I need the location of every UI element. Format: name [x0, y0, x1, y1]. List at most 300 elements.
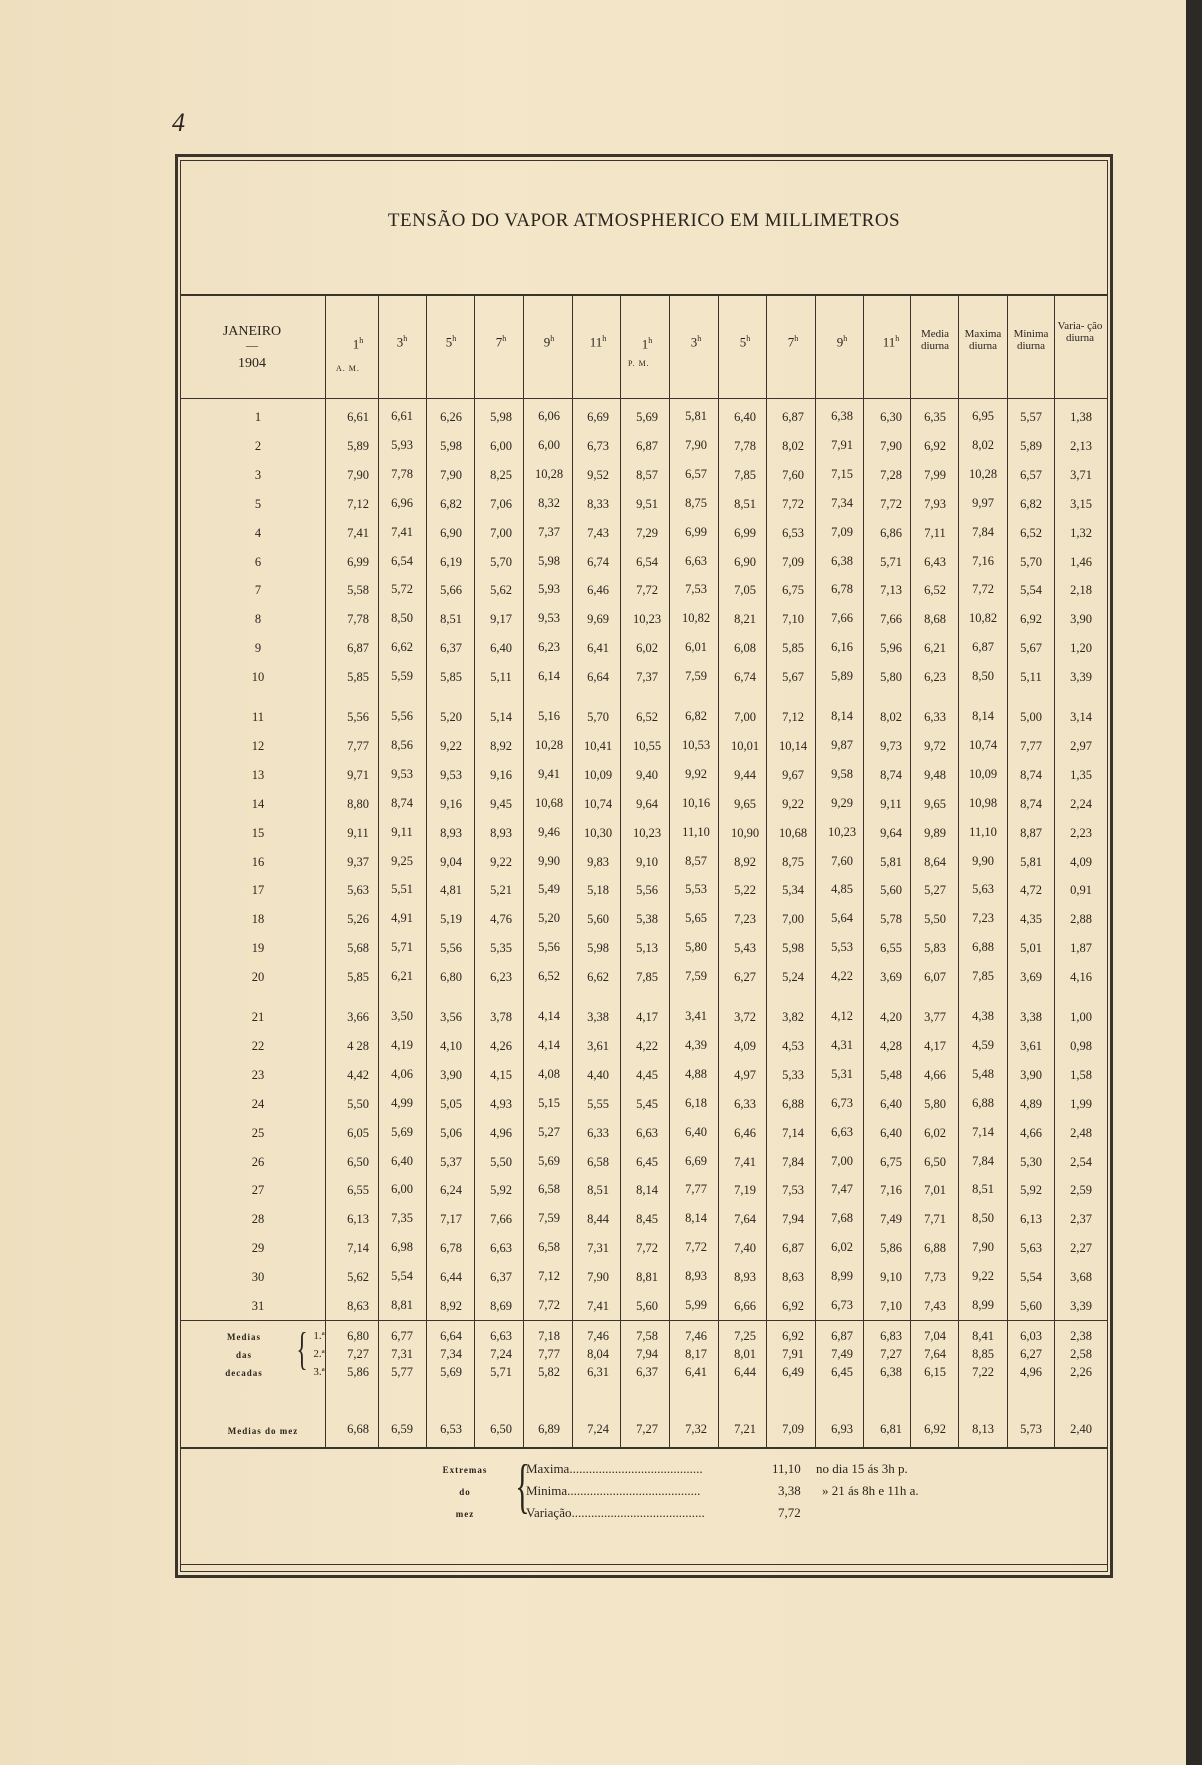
table-cell: 7,37	[538, 525, 560, 539]
table-cell: 8,92	[734, 855, 756, 869]
table-cell: 6,57	[1020, 468, 1042, 482]
table-cell: 5,50	[347, 1097, 369, 1111]
table-cell: 5,70	[587, 710, 609, 724]
table-cell: 6,87	[782, 1241, 804, 1255]
table-cell: 9,16	[490, 768, 512, 782]
table-cell: 7,73	[924, 1270, 946, 1284]
extreme-minima-label: Minima.........................................	[526, 1483, 701, 1498]
table-cell: 6,82	[1020, 497, 1042, 511]
day-number: 11	[251, 710, 265, 724]
table-cell: 4,89	[1020, 1097, 1042, 1111]
decade-mean-cell: 7,31	[391, 1347, 413, 1361]
table-cell: 6,63	[831, 1125, 853, 1139]
table-cell: 9,37	[347, 855, 369, 869]
table-cell: 5,48	[880, 1068, 902, 1082]
table-cell: 5,80	[880, 670, 902, 684]
header-hour-number: 3	[396, 334, 404, 350]
table-cell: 4,14	[538, 1038, 560, 1052]
header-am: A. M.	[336, 364, 360, 373]
table-cell: 7,41	[587, 1299, 609, 1313]
month-mean-cell: 6,93	[831, 1422, 853, 1436]
table-cell: 7,77	[347, 739, 369, 753]
month-mean-cell: 7,27	[636, 1422, 658, 1436]
table-cell: 8,74	[1020, 768, 1042, 782]
extremes-label-1: Extremas	[442, 1465, 488, 1475]
table-cell: 6,16	[831, 640, 853, 654]
table-cell: 8,44	[587, 1212, 609, 1226]
decade-mean-cell: 8,41	[972, 1329, 994, 1343]
table-cell: 10,74	[583, 797, 613, 811]
table-cell: 5,85	[440, 670, 462, 684]
table-cell: 6,87	[782, 410, 804, 424]
table-cell: 5,56	[440, 941, 462, 955]
table-cell: 4,96	[490, 1126, 512, 1140]
table-cell: 10,74	[968, 738, 998, 752]
day-number: 19	[251, 941, 265, 955]
table-cell: 6,62	[391, 640, 413, 654]
decade-mean-cell: 6,03	[1020, 1329, 1042, 1343]
table-cell: 8,69	[490, 1299, 512, 1313]
table-cell: 5,45	[636, 1097, 658, 1111]
table-cell: 6,53	[782, 526, 804, 540]
table-cell: 6,90	[734, 555, 756, 569]
table-cell: 3,78	[490, 1010, 512, 1024]
table-cell: 7,29	[636, 526, 658, 540]
header-year: 1904	[238, 356, 266, 371]
table-cell: 6,02	[924, 1126, 946, 1140]
table-cell: 9,51	[636, 497, 658, 511]
table-cell: 6,40	[391, 1154, 413, 1168]
table-cell: 6,74	[587, 555, 609, 569]
table-cell: 5,98	[587, 941, 609, 955]
decade-mean-cell: 7,27	[880, 1347, 902, 1361]
table-cell: 9,45	[490, 797, 512, 811]
table-cell: 5,50	[490, 1155, 512, 1169]
table-cell: 6,61	[347, 410, 369, 424]
table-cell: 4,12	[831, 1009, 853, 1023]
table-cell: 4,85	[831, 882, 853, 896]
page-number: 4	[172, 108, 185, 137]
table-cell: 5,50	[924, 912, 946, 926]
table-cell: 6,23	[490, 970, 512, 984]
table-cell: 8,63	[347, 1299, 369, 1313]
table-cell: 6,96	[391, 496, 413, 510]
table-cell: 6,73	[587, 439, 609, 453]
table-cell: 8,50	[972, 669, 994, 683]
table-cell: 6,44	[440, 1270, 462, 1284]
table-cell: 5,89	[1020, 439, 1042, 453]
table-cell: 6,18	[685, 1096, 707, 1110]
table-cell: 7,47	[831, 1182, 853, 1196]
table-cell: 6,05	[347, 1126, 369, 1140]
table-cell: 3,61	[1020, 1039, 1042, 1053]
table-cell: 8,64	[924, 855, 946, 869]
table-cell: 10,98	[968, 796, 998, 810]
table-cell: 5,53	[685, 882, 707, 896]
table-cell: 7,41	[391, 525, 413, 539]
table-cell: 9,53	[440, 768, 462, 782]
table-cell: 5,69	[538, 1154, 560, 1168]
day-number: 9	[254, 641, 262, 655]
table-cell: 1,99	[1070, 1097, 1092, 1111]
table-cell: 5,93	[391, 438, 413, 452]
header-hour-number: 11	[882, 334, 896, 350]
decade-mean-cell: 7,46	[587, 1329, 609, 1343]
header-hour-number: 1	[641, 336, 649, 352]
decade-mean-cell: 4,96	[1020, 1365, 1042, 1379]
table-cell: 7,43	[587, 526, 609, 540]
table-cell: 6,52	[538, 969, 560, 983]
month-mean-cell: 6,59	[391, 1422, 413, 1436]
table-cell: 5,89	[831, 669, 853, 683]
table-cell: 5,26	[347, 912, 369, 926]
table-cell: 2,54	[1070, 1155, 1092, 1169]
decade-mean-cell: 7,58	[636, 1329, 658, 1343]
decade-mean-cell: 7,24	[490, 1347, 512, 1361]
day-number: 31	[251, 1299, 265, 1313]
table-cell: 6,52	[636, 710, 658, 724]
decades-label-1: Medias	[227, 1332, 261, 1342]
table-cell: 7,14	[972, 1125, 994, 1139]
table-cell: 4,09	[1070, 855, 1092, 869]
table-cell: 5,98	[538, 554, 560, 568]
table-cell: 4,31	[831, 1038, 853, 1052]
table-cell: 3,90	[440, 1068, 462, 1082]
table-cell: 5,71	[880, 555, 902, 569]
table-cell: 9,65	[924, 797, 946, 811]
decade-mean-cell: 7,27	[347, 1347, 369, 1361]
table-cell: 5,98	[490, 410, 512, 424]
day-number: 1	[254, 410, 262, 424]
table-cell: 7,06	[490, 497, 512, 511]
header-hour-suffix: h	[602, 334, 607, 343]
table-cell: 7,34	[831, 496, 853, 510]
table-cell: 7,01	[924, 1183, 946, 1197]
table-cell: 10,68	[778, 826, 808, 840]
table-cell: 4,20	[880, 1010, 902, 1024]
table-cell: 9,46	[538, 825, 560, 839]
table-cell: 4,14	[538, 1009, 560, 1023]
day-number: 4	[254, 526, 262, 540]
table-cell: 9,40	[636, 768, 658, 782]
table-cell: 9,22	[490, 855, 512, 869]
header-top-rule	[180, 294, 1108, 296]
decade-mean-cell: 6,31	[587, 1365, 609, 1379]
table-cell: 3,38	[587, 1010, 609, 1024]
day-number: 26	[251, 1155, 265, 1169]
decade-mean-cell: 7,91	[782, 1347, 804, 1361]
table-cell: 7,90	[587, 1270, 609, 1284]
decade-mean-cell: 7,18	[538, 1329, 560, 1343]
table-cell: 6,30	[880, 410, 902, 424]
table-cell: 5,85	[782, 641, 804, 655]
decade-mean-cell: 8,04	[587, 1347, 609, 1361]
header-hour-am-6	[575, 334, 621, 350]
table-cell: 4,28	[880, 1039, 902, 1053]
table-cell: 6,46	[734, 1126, 756, 1140]
table-cell: 4,42	[347, 1068, 369, 1082]
table-cell: 9,69	[587, 612, 609, 626]
table-cell: 7,91	[831, 438, 853, 452]
decade-mean-cell: 5,69	[440, 1365, 462, 1379]
table-cell: 7,94	[782, 1212, 804, 1226]
extreme-variacao-label: Variação.........................................	[526, 1505, 705, 1520]
table-cell: 3,50	[391, 1009, 413, 1023]
table-cell: 6,40	[880, 1126, 902, 1140]
table-cell: 4,39	[685, 1038, 707, 1052]
table-cell: 5,93	[538, 582, 560, 596]
table-cell: 4,38	[972, 1009, 994, 1023]
table-cell: 7,00	[734, 710, 756, 724]
table-cell: 6,54	[391, 554, 413, 568]
table-cell: 6,52	[1020, 526, 1042, 540]
table-cell: 11,10	[682, 825, 710, 839]
month-mean-cell: 7,24	[587, 1422, 609, 1436]
table-cell: 2,13	[1070, 439, 1092, 453]
table-cell: 10,30	[583, 826, 613, 840]
table-cell: 4,17	[924, 1039, 946, 1053]
table-cell: 4,22	[831, 969, 853, 983]
table-cell: 7,66	[490, 1212, 512, 1226]
table-cell: 6,75	[782, 583, 804, 597]
table-cell: 4,59	[972, 1038, 994, 1052]
table-cell: 9,44	[734, 768, 756, 782]
table-cell: 7,00	[490, 526, 512, 540]
day-number: 29	[251, 1241, 265, 1255]
table-cell: 7,16	[880, 1183, 902, 1197]
table-cell: 5,60	[1020, 1299, 1042, 1313]
header-hour-number: 7	[495, 334, 503, 350]
table-cell: 7,53	[685, 582, 707, 596]
header-hour-number: 5	[445, 334, 453, 350]
table-cell: 4,66	[924, 1068, 946, 1082]
decade-mean-cell: 6,41	[685, 1365, 707, 1379]
decade-mean-cell: 2,38	[1070, 1329, 1092, 1343]
table-cell: 5,67	[1020, 641, 1042, 655]
decade-mean-cell: 5,82	[538, 1365, 560, 1379]
table-cell: 8,92	[440, 1299, 462, 1313]
table-cell: 8,80	[347, 797, 369, 811]
table-cell: 7,99	[924, 468, 946, 482]
table-cell: 5,63	[972, 882, 994, 896]
table-cell: 6,88	[924, 1241, 946, 1255]
table-cell: 6,92	[1020, 612, 1042, 626]
table-cell: 6,63	[636, 1126, 658, 1140]
table-cell: 8,93	[490, 826, 512, 840]
extremes-top-rule	[180, 1447, 1108, 1449]
table-cell: 7,60	[831, 854, 853, 868]
header-dash: —	[246, 338, 258, 352]
table-cell: 8,25	[490, 468, 512, 482]
table-cell: 3,77	[924, 1010, 946, 1024]
table-cell: 3,90	[1020, 1068, 1042, 1082]
day-number: 30	[251, 1270, 265, 1284]
table-cell: 7,72	[782, 497, 804, 511]
table-cell: 5,05	[440, 1097, 462, 1111]
table-cell: 4,53	[782, 1039, 804, 1053]
table-cell: 3,90	[1070, 612, 1092, 626]
table-cell: 10,01	[730, 739, 760, 753]
table-cell: 8,32	[538, 496, 560, 510]
table-cell: 4,09	[734, 1039, 756, 1053]
header-hour-number: 5	[739, 334, 747, 350]
table-cell: 6,92	[924, 439, 946, 453]
table-cell: 6,57	[685, 467, 707, 481]
table-cell: 7,31	[587, 1241, 609, 1255]
table-cell: 4,72	[1020, 883, 1042, 897]
decade-mean-cell: 6,83	[880, 1329, 902, 1343]
decade-mean-cell: 7,64	[924, 1347, 946, 1361]
extreme-minima-value: 3,38	[778, 1483, 801, 1498]
table-cell: 3,82	[782, 1010, 804, 1024]
header-hour-suffix: h	[843, 334, 848, 343]
day-number: 23	[251, 1068, 265, 1082]
table-cell: 5,99	[685, 1298, 707, 1312]
table-cell: 4,19	[391, 1038, 413, 1052]
table-cell: 4,16	[1070, 970, 1092, 984]
table-cell: 5,59	[391, 669, 413, 683]
table-cell: 5,21	[490, 883, 512, 897]
table-cell: 6,50	[924, 1155, 946, 1169]
decade-mean-cell: 6,63	[490, 1329, 512, 1343]
table-cell: 1,20	[1070, 641, 1092, 655]
table-cell: 9,90	[972, 854, 994, 868]
table-cell: 9,83	[587, 855, 609, 869]
table-cell: 6,90	[440, 526, 462, 540]
table-cell: 9,58	[831, 767, 853, 781]
decade-mean-cell: 7,04	[924, 1329, 946, 1343]
table-cell: 3,72	[734, 1010, 756, 1024]
table-cell: 7,72	[685, 1240, 707, 1254]
table-cell: 9,10	[636, 855, 658, 869]
header-hour-pm-1	[624, 336, 670, 352]
table-cell: 1,87	[1070, 941, 1092, 955]
table-cell: 5,78	[880, 912, 902, 926]
header-hour-number: 3	[690, 334, 698, 350]
table-cell: 7,00	[782, 912, 804, 926]
table-cell: 1,35	[1070, 768, 1092, 782]
decade-mean-cell: 6,77	[391, 1329, 413, 1343]
table-cell: 7,64	[734, 1212, 756, 1226]
table-cell: 7,12	[347, 497, 369, 511]
table-cell: 6,37	[490, 1270, 512, 1284]
table-cell: 4,76	[490, 912, 512, 926]
column-rule	[474, 296, 475, 1448]
day-number: 7	[254, 583, 262, 597]
table-cell: 3,71	[1070, 468, 1092, 482]
table-cell: 8,99	[831, 1269, 853, 1283]
table-cell: 5,62	[490, 583, 512, 597]
table-cell: 5,20	[538, 911, 560, 925]
table-cell: 2,37	[1070, 1212, 1092, 1226]
header-media-diurna: Media diurna	[920, 328, 950, 352]
table-cell: 7,28	[880, 468, 902, 482]
table-cell: 8,02	[972, 438, 994, 452]
table-cell: 8,99	[972, 1298, 994, 1312]
month-mean-cell: 6,68	[347, 1422, 369, 1436]
column-rule	[1054, 296, 1055, 1448]
table-cell: 7,41	[347, 526, 369, 540]
table-cell: 6,46	[587, 583, 609, 597]
table-cell: 5,33	[782, 1068, 804, 1082]
table-cell: 6,55	[880, 941, 902, 955]
table-cell: 2,23	[1070, 826, 1092, 840]
table-cell: 7,71	[924, 1212, 946, 1226]
table-cell: 7,66	[831, 611, 853, 625]
decade-mean-cell: 2,26	[1070, 1365, 1092, 1379]
table-cell: 5,60	[587, 912, 609, 926]
table-cell: 9,52	[587, 468, 609, 482]
extremes-label-3: mez	[455, 1509, 475, 1519]
table-cell: 4,15	[490, 1068, 512, 1082]
table-cell: 10,41	[583, 739, 613, 753]
table-cell: 7,66	[880, 612, 902, 626]
table-cell: 5,66	[440, 583, 462, 597]
table-cell: 6,99	[685, 525, 707, 539]
month-mean-cell: 6,53	[440, 1422, 462, 1436]
table-cell: 8,87	[1020, 826, 1042, 840]
table-cell: 8,14	[831, 709, 853, 723]
day-number: 8	[254, 612, 262, 626]
decade-ordinal-3: 3.ª	[313, 1366, 325, 1378]
table-cell: 5,81	[685, 409, 707, 423]
table-cell: 9,71	[347, 768, 369, 782]
table-cell: 6,58	[538, 1182, 560, 1196]
column-rule	[958, 296, 959, 1448]
table-cell: 1,32	[1070, 526, 1092, 540]
table-cell: 8,57	[685, 854, 707, 868]
extreme-maxima-label: Maxima.........................................	[526, 1461, 703, 1476]
extreme-maxima-note: no dia 15 ás 3h p.	[816, 1461, 908, 1476]
table-cell: 5,43	[734, 941, 756, 955]
decade-mean-cell: 6,64	[440, 1329, 462, 1343]
table-cell: 7,72	[636, 583, 658, 597]
header-bottom-rule	[180, 398, 1108, 399]
header-hour-suffix: h	[746, 334, 751, 343]
decade-mean-cell: 7,49	[831, 1347, 853, 1361]
table-cell: 4,93	[490, 1097, 512, 1111]
table-cell: 7,13	[880, 583, 902, 597]
table-cell: 5,27	[538, 1125, 560, 1139]
table-cell: 8,92	[490, 739, 512, 753]
table-cell: 6,69	[685, 1154, 707, 1168]
table-cell: 2,18	[1070, 583, 1092, 597]
table-cell: 10,82	[968, 611, 998, 625]
table-cell: 5,65	[685, 911, 707, 925]
day-number: 24	[251, 1097, 265, 1111]
table-cell: 8,50	[972, 1211, 994, 1225]
header-hour-pm-6	[868, 334, 914, 350]
table-cell: 5,54	[1020, 583, 1042, 597]
table-title: TENSÃO DO VAPOR ATMOSPHERICO EM MILLIMETROS	[387, 210, 901, 231]
table-cell: 6,92	[782, 1299, 804, 1313]
decade-mean-cell: 7,22	[972, 1365, 994, 1379]
table-cell: 7,05	[734, 583, 756, 597]
table-cell: 6,40	[490, 641, 512, 655]
table-cell: 7,19	[734, 1183, 756, 1197]
table-cell: 8,02	[782, 439, 804, 453]
decade-mean-cell: 6,49	[782, 1365, 804, 1379]
decade-mean-cell: 8,17	[685, 1347, 707, 1361]
day-number: 22	[251, 1039, 265, 1053]
table-cell: 0,91	[1070, 883, 1092, 897]
table-cell: 2,88	[1070, 912, 1092, 926]
table-cell: 7,72	[538, 1298, 560, 1312]
table-cell: 7,68	[831, 1211, 853, 1225]
table-cell: 4,99	[391, 1096, 413, 1110]
table-cell: 5,92	[490, 1183, 512, 1197]
decade-mean-cell: 6,15	[924, 1365, 946, 1379]
